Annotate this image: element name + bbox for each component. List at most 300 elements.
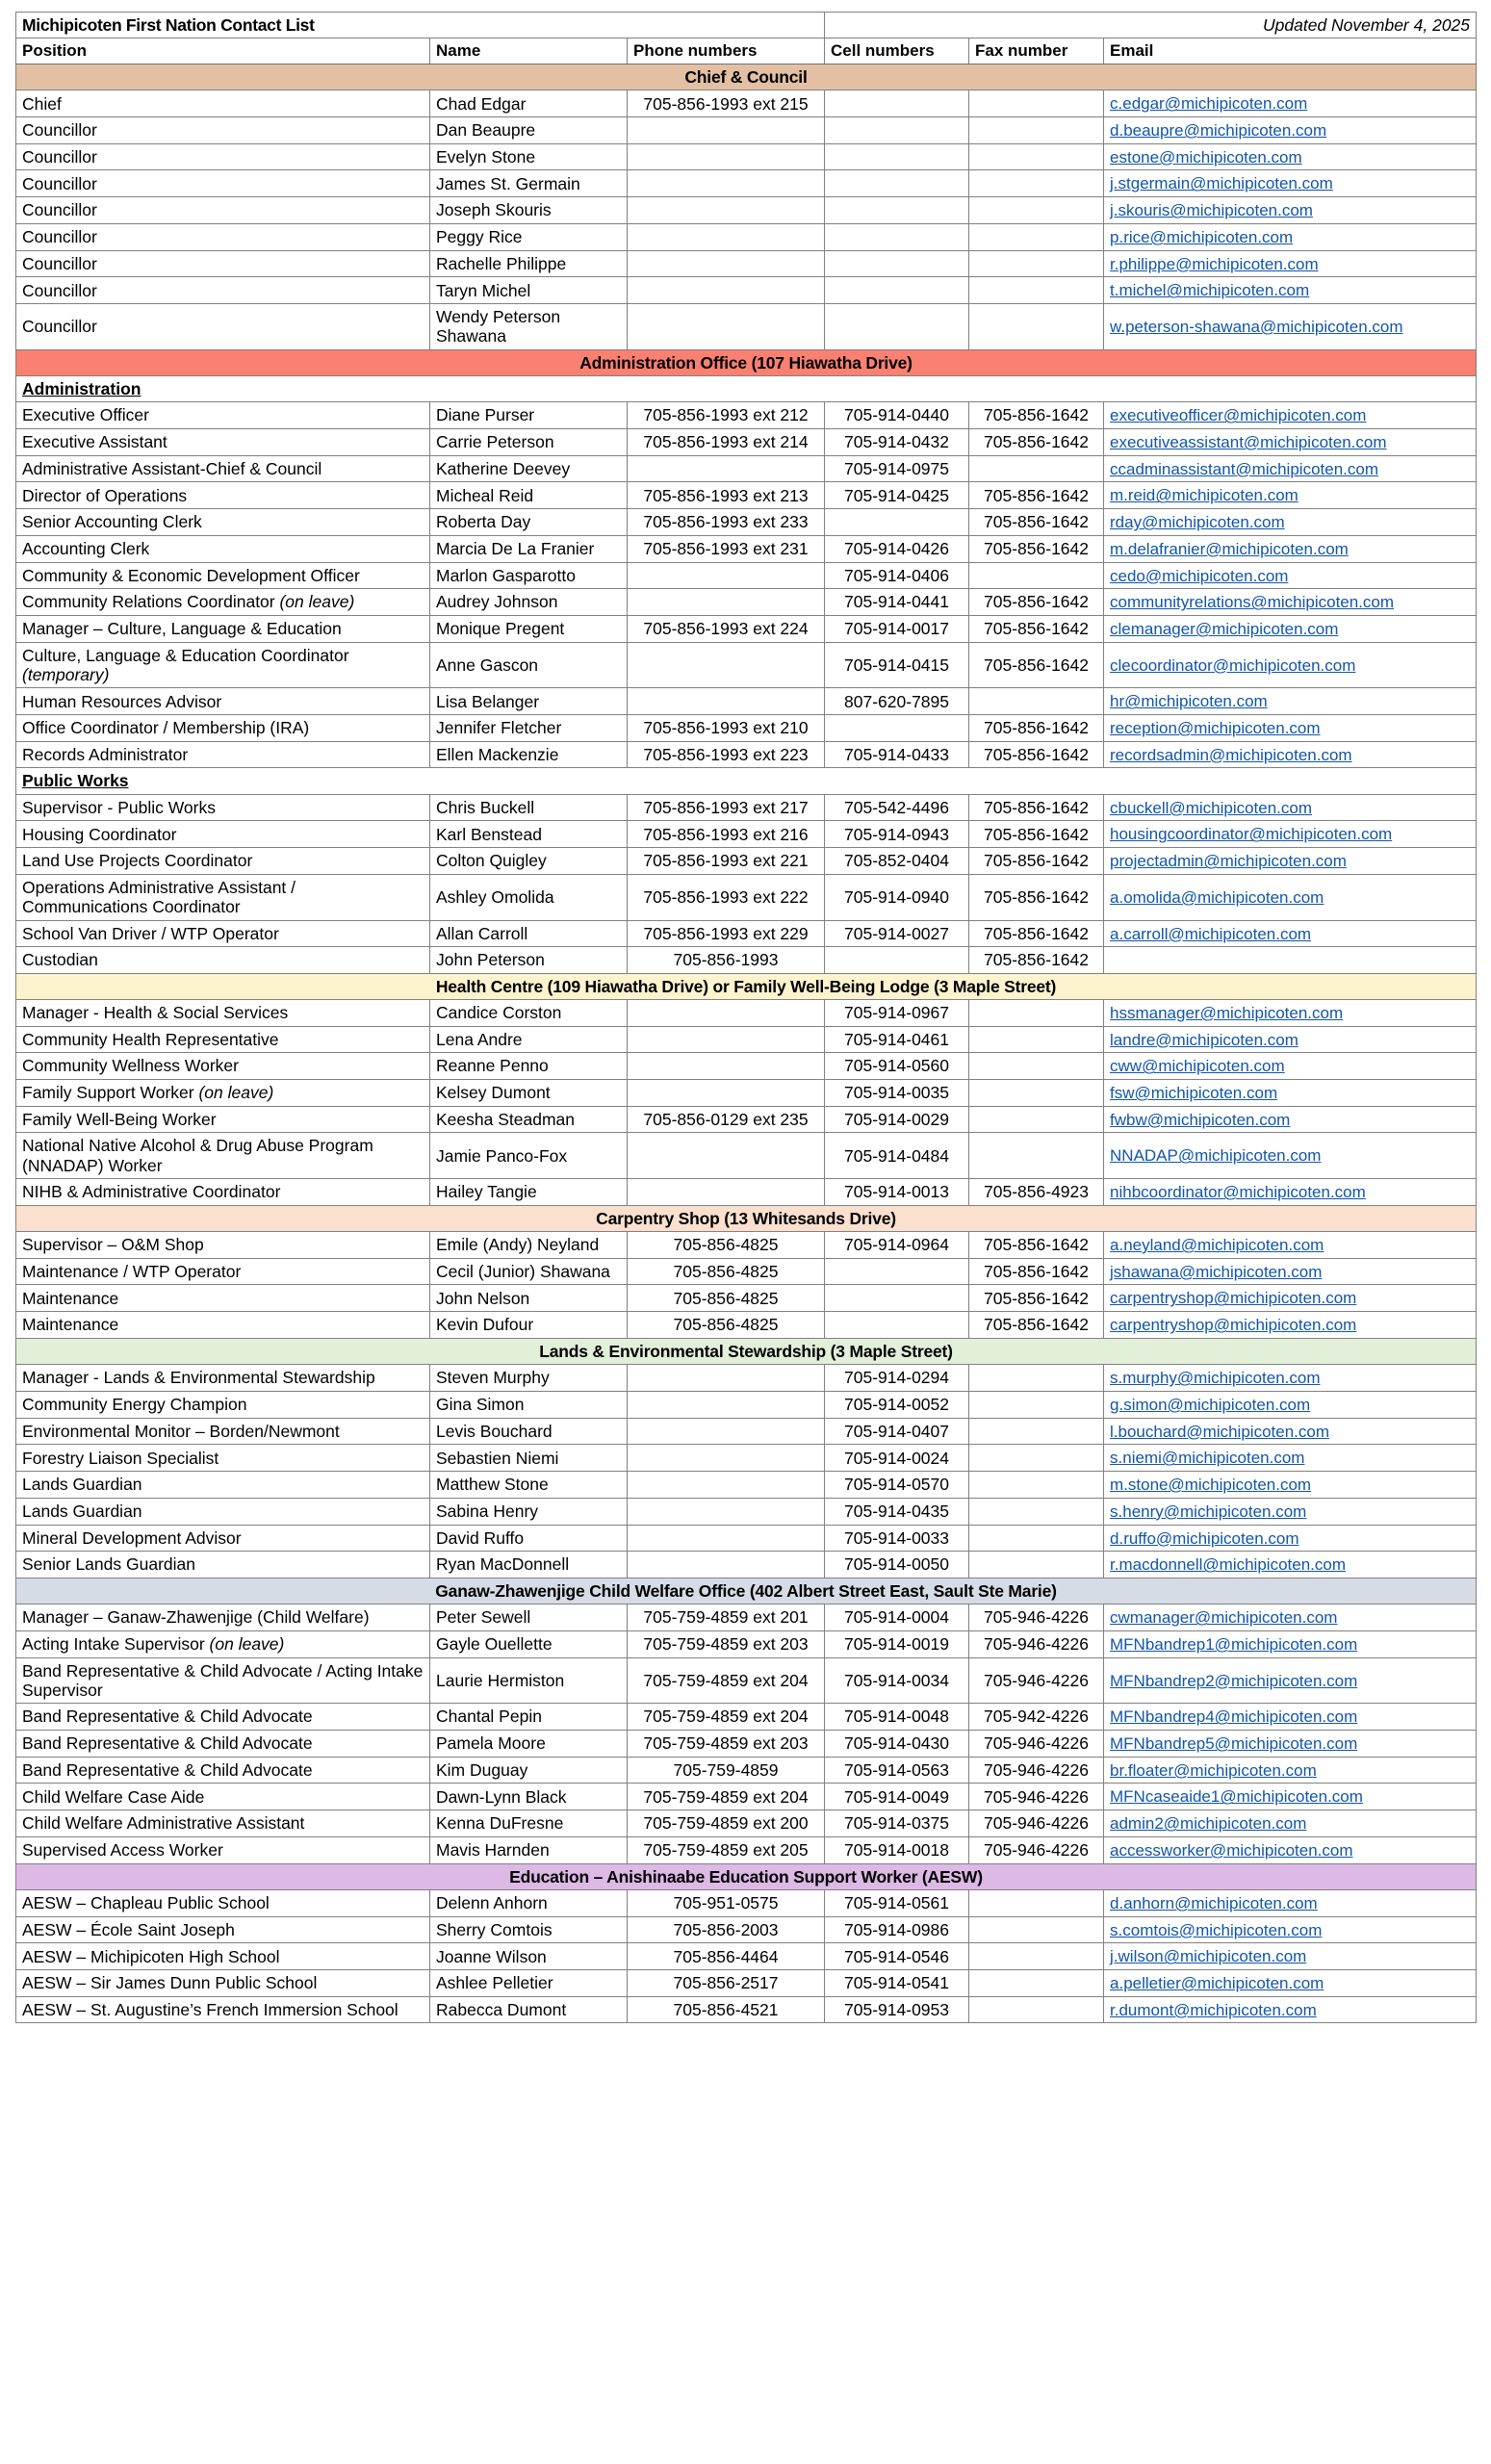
subsection-label-1: Public Works <box>16 768 1477 794</box>
cell-mobile <box>825 947 969 973</box>
section-banner-education: Education – Anishinaabe Education Support Worker (AESW) <box>16 1863 1477 1889</box>
cell-mobile: 705-914-0027 <box>825 920 969 947</box>
cell-name: Rachelle Philippe <box>430 250 628 277</box>
email-link[interactable]: s.comtois@michipicoten.com <box>1110 1920 1323 1939</box>
cell-phone: 705-856-1993 ext 229 <box>628 920 825 947</box>
email-link[interactable]: cbuckell@michipicoten.com <box>1110 798 1313 817</box>
cell-phone <box>628 304 825 350</box>
table-row <box>16 1552 1477 1578</box>
email-link[interactable]: reception@michipicoten.com <box>1110 719 1321 738</box>
contact-list-table <box>15 12 1477 2023</box>
cell-email <box>1104 143 1477 170</box>
email-link[interactable]: nihbcoordinator@michipicoten.com <box>1110 1183 1366 1202</box>
cell-name: Dan Beaupre <box>430 117 628 144</box>
cell-position: Band Representative & Child Advocate / Acting Intake Supervisor <box>16 1657 430 1704</box>
email-link[interactable]: r.philippe@michipicoten.com <box>1110 254 1319 273</box>
cell-email <box>1104 715 1477 742</box>
cell-phone <box>628 1418 825 1445</box>
cell-name: Lena Andre <box>430 1026 628 1053</box>
email-link[interactable]: a.carroll@michipicoten.com <box>1110 924 1312 943</box>
cell-position: Maintenance <box>16 1285 430 1312</box>
position-note: (on leave) <box>279 592 355 612</box>
table-row <box>16 1630 1477 1657</box>
email-link[interactable]: MFNbandrep2@michipicoten.com <box>1110 1671 1358 1690</box>
cell-email <box>1104 428 1477 455</box>
email-link[interactable]: r.macdonnell@michipicoten.com <box>1110 1555 1346 1575</box>
cell-phone: 705-856-1993 ext 233 <box>628 509 825 536</box>
table-row <box>16 143 1477 170</box>
cell-mobile <box>825 143 969 170</box>
cell-fax <box>969 1996 1104 2023</box>
cell-email <box>1104 1604 1477 1631</box>
cell-mobile: 705-914-0004 <box>825 1604 969 1631</box>
table-row <box>16 223 1477 250</box>
cell-email <box>1104 1053 1477 1080</box>
email-link[interactable]: m.delafranier@michipicoten.com <box>1110 539 1349 558</box>
cell-fax <box>969 1498 1104 1525</box>
cell-position: Executive Officer <box>16 402 430 429</box>
email-link[interactable]: communityrelations@michipicoten.com <box>1110 593 1395 612</box>
table-row <box>16 1026 1477 1053</box>
cell-email <box>1104 1889 1477 1916</box>
cell-fax <box>969 999 1104 1026</box>
table-row <box>16 117 1477 144</box>
cell-position: AESW – Sir James Dunn Public School <box>16 1970 430 1997</box>
email-link[interactable]: projectadmin@michipicoten.com <box>1110 852 1347 871</box>
cell-mobile: 705-914-0943 <box>825 821 969 848</box>
table-row <box>16 947 1477 973</box>
cell-mobile: 705-914-0052 <box>825 1391 969 1418</box>
email-link[interactable]: carpentryshop@michipicoten.com <box>1110 1289 1357 1308</box>
cell-email <box>1104 1810 1477 1837</box>
email-link[interactable]: housingcoordinator@michipicoten.com <box>1110 825 1393 844</box>
cell-phone: 705-759-4859 ext 204 <box>628 1784 825 1810</box>
cell-position: NIHB & Administrative Coordinator <box>16 1179 430 1206</box>
email-link[interactable]: cww@michipicoten.com <box>1110 1057 1285 1076</box>
cell-position: Supervisor - Public Works <box>16 794 430 821</box>
cell-position: Housing Coordinator <box>16 821 430 848</box>
cell-position: Manager - Health & Social Services <box>16 999 430 1026</box>
column-header-name: Name <box>430 38 628 64</box>
cell-phone <box>628 999 825 1026</box>
cell-mobile: 705-914-0024 <box>825 1445 969 1472</box>
cell-mobile: 705-914-0541 <box>825 1970 969 1997</box>
cell-mobile: 705-914-0407 <box>825 1418 969 1445</box>
email-link[interactable]: rday@michipicoten.com <box>1110 513 1285 532</box>
email-link[interactable]: s.murphy@michipicoten.com <box>1110 1369 1321 1388</box>
cell-fax <box>969 90 1104 117</box>
cell-name: Anne Gascon <box>430 642 628 688</box>
email-link[interactable]: m.stone@michipicoten.com <box>1110 1476 1312 1495</box>
cell-email <box>1104 1179 1477 1206</box>
cell-phone: 705-856-1993 ext 224 <box>628 616 825 643</box>
cell-fax <box>969 455 1104 482</box>
cell-email <box>1104 117 1477 144</box>
email-link[interactable]: j.wilson@michipicoten.com <box>1110 1947 1307 1966</box>
cell-position: Executive Assistant <box>16 428 430 455</box>
cell-mobile <box>825 1258 969 1285</box>
cell-mobile: 807-620-7895 <box>825 688 969 715</box>
cell-email <box>1104 1133 1477 1179</box>
email-link[interactable]: a.omolida@michipicoten.com <box>1110 887 1324 907</box>
cell-mobile: 705-914-0415 <box>825 642 969 688</box>
cell-position: Maintenance / WTP Operator <box>16 1258 430 1285</box>
cell-phone: 705-856-1993 ext 221 <box>628 848 825 875</box>
email-link[interactable]: executiveofficer@michipicoten.com <box>1110 406 1367 425</box>
cell-fax: 705-856-1642 <box>969 794 1104 821</box>
email-link[interactable]: fsw@michipicoten.com <box>1110 1083 1278 1102</box>
cell-mobile: 705-914-0406 <box>825 562 969 589</box>
cell-name: Matthew Stone <box>430 1472 628 1499</box>
page-title: Michipicoten First Nation Contact List <box>16 13 825 38</box>
email-link[interactable]: m.reid@michipicoten.com <box>1110 486 1298 505</box>
cell-email <box>1104 1943 1477 1970</box>
position-label: Culture, Language & Education Coordinator <box>22 645 349 665</box>
cell-mobile: 705-542-4496 <box>825 794 969 821</box>
cell-name: Evelyn Stone <box>430 143 628 170</box>
cell-fax: 705-946-4226 <box>969 1731 1104 1758</box>
cell-mobile: 705-914-0440 <box>825 402 969 429</box>
email-link[interactable]: d.ruffo@michipicoten.com <box>1110 1528 1299 1548</box>
email-link[interactable]: jshawana@michipicoten.com <box>1110 1262 1323 1281</box>
cell-phone: 705-759-4859 <box>628 1757 825 1784</box>
cell-fax: 705-856-1642 <box>969 821 1104 848</box>
email-link[interactable]: estone@michipicoten.com <box>1110 147 1302 167</box>
email-link[interactable]: fwbw@michipicoten.com <box>1110 1110 1291 1129</box>
cell-mobile <box>825 223 969 250</box>
email-link[interactable]: j.skouris@michipicoten.com <box>1110 201 1313 220</box>
cell-fax: 705-856-1642 <box>969 616 1104 643</box>
table-row <box>16 920 1477 947</box>
cell-name: Chris Buckell <box>430 794 628 821</box>
cell-name: Carrie Peterson <box>430 428 628 455</box>
cell-fax: 705-856-1642 <box>969 509 1104 536</box>
email-link[interactable]: d.anhorn@michipicoten.com <box>1110 1893 1318 1912</box>
cell-email <box>1104 1391 1477 1418</box>
cell-fax: 705-946-4226 <box>969 1757 1104 1784</box>
cell-mobile: 705-914-0033 <box>825 1525 969 1552</box>
cell-mobile: 705-914-0048 <box>825 1704 969 1731</box>
cell-phone: 705-856-0129 ext 235 <box>628 1106 825 1133</box>
cell-phone <box>628 170 825 197</box>
cell-fax: 705-946-4226 <box>969 1784 1104 1810</box>
table-row <box>16 1391 1477 1418</box>
email-link[interactable]: p.rice@michipicoten.com <box>1110 227 1294 246</box>
column-header-email: Email <box>1104 38 1477 64</box>
section-banner-lands-environmental: Lands & Environmental Stewardship (3 Maple Street) <box>16 1338 1477 1364</box>
cell-position: Councillor <box>16 277 430 304</box>
cell-fax <box>969 250 1104 277</box>
table-row <box>16 170 1477 197</box>
cell-mobile <box>825 304 969 350</box>
cell-position: Band Representative & Child Advocate <box>16 1757 430 1784</box>
cell-fax: 705-946-4226 <box>969 1657 1104 1704</box>
cell-position: AESW – Michipicoten High School <box>16 1943 430 1970</box>
email-link[interactable]: clemanager@michipicoten.com <box>1110 620 1339 638</box>
cell-fax <box>969 1026 1104 1053</box>
section-banner-administration-office: Administration Office (107 Hiawatha Drive) <box>16 349 1477 375</box>
email-link[interactable]: MFNbandrep1@michipicoten.com <box>1110 1634 1358 1654</box>
cell-name: Ryan MacDonnell <box>430 1552 628 1578</box>
cell-mobile <box>825 1285 969 1312</box>
cell-phone <box>628 1498 825 1525</box>
table-row <box>16 1258 1477 1285</box>
cell-phone: 705-856-1993 ext 216 <box>628 821 825 848</box>
cell-phone: 705-856-1993 ext 213 <box>628 482 825 509</box>
email-link[interactable]: w.peterson-shawana@michipicoten.com <box>1110 318 1403 336</box>
position-label: Family Support Worker <box>22 1083 199 1103</box>
email-link[interactable]: carpentryshop@michipicoten.com <box>1110 1316 1357 1335</box>
cell-mobile: 705-914-0018 <box>825 1836 969 1863</box>
cell-name: John Nelson <box>430 1285 628 1312</box>
cell-phone <box>628 117 825 144</box>
column-header-position: Position <box>16 38 430 64</box>
cell-email <box>1104 1498 1477 1525</box>
cell-name: John Peterson <box>430 947 628 973</box>
cell-position: Supervisor – O&M Shop <box>16 1232 430 1259</box>
column-header-fax: Fax number <box>969 38 1104 64</box>
cell-name: Jamie Panco-Fox <box>430 1133 628 1179</box>
cell-name: Marcia De La Franier <box>430 535 628 562</box>
cell-position: Land Use Projects Coordinator <box>16 848 430 875</box>
cell-name: Delenn Anhorn <box>430 1889 628 1916</box>
position-note: (on leave) <box>209 1634 285 1655</box>
email-link[interactable]: br.floater@michipicoten.com <box>1110 1760 1317 1780</box>
column-header-cell: Cell numbers <box>825 38 969 64</box>
cell-phone <box>628 1525 825 1552</box>
cell-email <box>1104 794 1477 821</box>
cell-name: Peggy Rice <box>430 223 628 250</box>
cell-email <box>1104 535 1477 562</box>
cell-name: David Ruffo <box>430 1525 628 1552</box>
cell-position: Records Administrator <box>16 741 430 768</box>
cell-email <box>1104 562 1477 589</box>
cell-mobile <box>825 117 969 144</box>
cell-name: Joanne Wilson <box>430 1943 628 1970</box>
cell-name: Kim Duguay <box>430 1757 628 1784</box>
email-link[interactable]: d.beaupre@michipicoten.com <box>1110 121 1327 141</box>
cell-fax <box>969 277 1104 304</box>
table-row <box>16 688 1477 715</box>
cell-phone: 705-759-4859 ext 203 <box>628 1630 825 1657</box>
section-banner-row <box>16 1338 1477 1364</box>
cell-name: Laurie Hermiston <box>430 1657 628 1704</box>
cell-email <box>1104 170 1477 197</box>
cell-fax <box>969 304 1104 350</box>
cell-mobile: 705-914-0426 <box>825 535 969 562</box>
cell-fax <box>969 1552 1104 1578</box>
email-link[interactable]: MFNbandrep4@michipicoten.com <box>1110 1707 1358 1727</box>
cell-email <box>1104 1731 1477 1758</box>
cell-mobile: 705-914-0294 <box>825 1365 969 1392</box>
cell-position: Family Well-Being Worker <box>16 1106 430 1133</box>
email-link[interactable]: s.henry@michipicoten.com <box>1110 1502 1307 1521</box>
table-row <box>16 1133 1477 1179</box>
cell-email <box>1104 455 1477 482</box>
cell-phone <box>628 277 825 304</box>
column-header-phone: Phone numbers <box>628 38 825 64</box>
cell-mobile <box>825 90 969 117</box>
email-link[interactable]: c.edgar@michipicoten.com <box>1110 94 1308 114</box>
email-link[interactable]: MFNcaseaide1@michipicoten.com <box>1110 1787 1363 1807</box>
table-row <box>16 999 1477 1026</box>
cell-email <box>1104 277 1477 304</box>
table-row <box>16 1943 1477 1970</box>
table-row <box>16 741 1477 768</box>
cell-fax <box>969 1889 1104 1916</box>
email-link[interactable]: s.niemi@michipicoten.com <box>1110 1449 1305 1468</box>
cell-phone: 705-759-4859 ext 201 <box>628 1604 825 1631</box>
cell-name: Candice Corston <box>430 999 628 1026</box>
cell-name: Roberta Day <box>430 509 628 536</box>
cell-mobile: 705-914-0017 <box>825 616 969 643</box>
table-row <box>16 715 1477 742</box>
cell-mobile: 705-914-0035 <box>825 1079 969 1106</box>
table-row <box>16 1472 1477 1499</box>
email-link[interactable]: a.pelletier@michipicoten.com <box>1110 1974 1324 1993</box>
cell-name: Pamela Moore <box>430 1731 628 1758</box>
cell-phone: 705-856-1993 ext 214 <box>628 428 825 455</box>
cell-fax: 705-946-4226 <box>969 1810 1104 1837</box>
section-banner-row <box>16 1863 1477 1889</box>
table-row <box>16 1525 1477 1552</box>
cell-position: AESW – École Saint Joseph <box>16 1916 430 1943</box>
cell-email <box>1104 509 1477 536</box>
section-banner-row <box>16 1205 1477 1231</box>
cell-phone: 705-856-2003 <box>628 1916 825 1943</box>
table-row <box>16 1312 1477 1339</box>
table-row <box>16 482 1477 509</box>
cell-fax: 705-856-1642 <box>969 642 1104 688</box>
email-link[interactable]: cwmanager@michipicoten.com <box>1110 1608 1338 1628</box>
cell-fax: 705-942-4226 <box>969 1704 1104 1731</box>
table-row <box>16 277 1477 304</box>
cell-fax <box>969 1970 1104 1997</box>
table-row <box>16 535 1477 562</box>
cell-name: Rabecca Dumont <box>430 1996 628 2023</box>
email-link[interactable]: accessworker@michipicoten.com <box>1110 1840 1353 1860</box>
email-link[interactable]: hssmanager@michipicoten.com <box>1110 1003 1344 1022</box>
cell-email <box>1104 1525 1477 1552</box>
cell-email <box>1104 1916 1477 1943</box>
table-row <box>16 90 1477 117</box>
cell-position: Manager – Ganaw-Zhawenjige (Child Welfare) <box>16 1604 430 1631</box>
cell-email <box>1104 1079 1477 1106</box>
cell-fax <box>969 688 1104 715</box>
cell-mobile: 705-914-0953 <box>825 1996 969 2023</box>
email-link[interactable]: cedo@michipicoten.com <box>1110 566 1289 585</box>
cell-fax: 705-856-1642 <box>969 1258 1104 1285</box>
cell-email <box>1104 1026 1477 1053</box>
section-banner-row <box>16 64 1477 90</box>
cell-mobile: 705-914-0986 <box>825 1916 969 1943</box>
email-link[interactable]: MFNbandrep5@michipicoten.com <box>1110 1734 1358 1753</box>
cell-name: Diane Purser <box>430 402 628 429</box>
email-link[interactable]: clecoordinator@michipicoten.com <box>1110 655 1356 675</box>
email-link[interactable]: t.michel@michipicoten.com <box>1110 281 1310 300</box>
subsection-label-0: Administration <box>16 375 1477 401</box>
email-link[interactable]: ccadminassistant@michipicoten.com <box>1110 459 1378 478</box>
cell-phone: 705-856-4464 <box>628 1943 825 1970</box>
table-row <box>16 1704 1477 1731</box>
cell-fax <box>969 1943 1104 1970</box>
cell-position: National Native Alcohol & Drug Abuse Program (NNADAP) Worker <box>16 1133 430 1179</box>
cell-fax <box>969 1053 1104 1080</box>
cell-fax: 705-856-1642 <box>969 1312 1104 1339</box>
cell-phone: 705-759-4859 ext 203 <box>628 1731 825 1758</box>
table-row <box>16 589 1477 616</box>
cell-fax: 705-856-1642 <box>969 589 1104 616</box>
cell-position: Community & Economic Development Officer <box>16 562 430 589</box>
email-link[interactable]: r.dumont@michipicoten.com <box>1110 2000 1317 2019</box>
cell-mobile: 705-914-0561 <box>825 1889 969 1916</box>
table-row <box>16 1079 1477 1106</box>
section-banner-carpentry-shop: Carpentry Shop (13 Whitesands Drive) <box>16 1205 1477 1231</box>
cell-email <box>1104 920 1477 947</box>
cell-fax: 705-856-1642 <box>969 482 1104 509</box>
email-link[interactable]: landre@michipicoten.com <box>1110 1030 1298 1049</box>
cell-mobile <box>825 277 969 304</box>
email-link[interactable]: admin2@michipicoten.com <box>1110 1814 1307 1834</box>
email-link[interactable]: g.simon@michipicoten.com <box>1110 1395 1311 1414</box>
cell-email <box>1104 1630 1477 1657</box>
email-link[interactable]: recordsadmin@michipicoten.com <box>1110 745 1352 764</box>
cell-mobile: 705-914-0050 <box>825 1552 969 1578</box>
email-link[interactable]: l.bouchard@michipicoten.com <box>1110 1422 1329 1441</box>
cell-name: Joseph Skouris <box>430 197 628 224</box>
table-row <box>16 197 1477 224</box>
table-row <box>16 1232 1477 1259</box>
cell-phone: 705-856-1993 <box>628 947 825 973</box>
cell-email <box>1104 1418 1477 1445</box>
cell-position: Administrative Assistant-Chief & Council <box>16 455 430 482</box>
email-link[interactable]: j.stgermain@michipicoten.com <box>1110 174 1333 193</box>
cell-email <box>1104 402 1477 429</box>
email-link[interactable]: hr@michipicoten.com <box>1110 692 1268 711</box>
cell-fax: 705-856-1642 <box>969 848 1104 875</box>
cell-name: Chad Edgar <box>430 90 628 117</box>
cell-phone <box>628 688 825 715</box>
table-row <box>16 509 1477 536</box>
cell-phone <box>628 589 825 616</box>
cell-mobile: 705-914-0940 <box>825 874 969 920</box>
table-row <box>16 821 1477 848</box>
cell-name: Micheal Reid <box>430 482 628 509</box>
cell-email <box>1104 1757 1477 1784</box>
email-link[interactable]: NNADAP@michipicoten.com <box>1110 1146 1322 1166</box>
cell-email <box>1104 589 1477 616</box>
cell-position: Custodian <box>16 947 430 973</box>
cell-position: Councillor <box>16 197 430 224</box>
cell-phone: 705-856-1993 ext 212 <box>628 402 825 429</box>
cell-mobile: 705-914-0013 <box>825 1179 969 1206</box>
cell-name: Taryn Michel <box>430 277 628 304</box>
cell-position: Community Health Representative <box>16 1026 430 1053</box>
cell-name: Sebastien Niemi <box>430 1445 628 1472</box>
cell-position: Lands Guardian <box>16 1498 430 1525</box>
email-link[interactable]: a.neyland@michipicoten.com <box>1110 1236 1324 1255</box>
cell-phone: 705-951-0575 <box>628 1889 825 1916</box>
cell-name: Sherry Comtois <box>430 1916 628 1943</box>
cell-fax <box>969 1418 1104 1445</box>
cell-name: Emile (Andy) Neyland <box>430 1232 628 1259</box>
cell-email <box>1104 250 1477 277</box>
cell-name: Dawn-Lynn Black <box>430 1784 628 1810</box>
email-link[interactable]: executiveassistant@michipicoten.com <box>1110 432 1387 451</box>
cell-name: Hailey Tangie <box>430 1179 628 1206</box>
cell-email <box>1104 90 1477 117</box>
cell-fax <box>969 170 1104 197</box>
